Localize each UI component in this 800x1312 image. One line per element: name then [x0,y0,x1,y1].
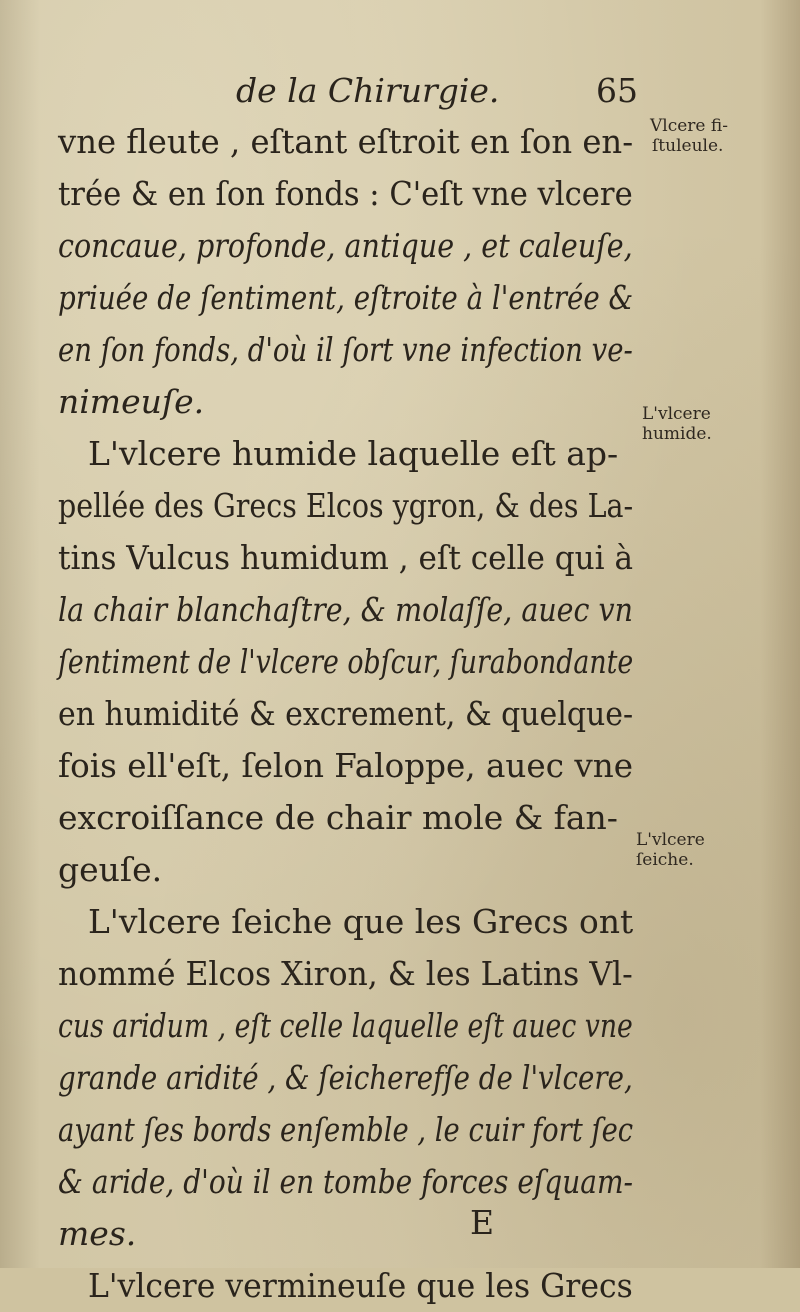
text-line: L'vlcere humide laquelle eſt ap- [88,434,619,473]
text-line: geuſe. [58,850,163,889]
text-line: nommé Elcos Xiron, & les Latins Vl- [58,954,633,993]
text-line: pellée des Grecs Elcos ygron, & des La- [58,486,634,525]
text-line: fois ell'eſt, ſelon Faloppe, auec vne [58,746,634,785]
text-line: trée & en ſon fonds : C'eſt vne vlcere [58,174,633,213]
margin-note-vlcere-seiche: L'vlcere ſeiche. [636,830,705,870]
text-line: la chair blanchaſtre, & molaſſe, auec vn [58,590,633,629]
body-text [58,116,633,1312]
page-number: 65 [596,71,638,110]
page-header [236,66,636,116]
margin-note-vlcere-fistuleule: Vlcere fi- ſtuleule. [650,116,728,156]
text-line: grande aridité , & ſeicherefſe de l'vlcere, [58,1058,633,1097]
text-line: en humidité & excrement, & quelque- [58,694,634,733]
text-line: vne fleute , eſtant eſtroit en ſon en- [58,122,634,161]
running-title: de la Chirurgie. [236,71,500,110]
text-line: mes. [58,1214,137,1253]
text-line: en ſon fonds, d'où il ſort vne infection ve- [58,330,633,369]
margin-note-vlcere-humide: L'vlcere humide. [642,404,712,444]
text-line: L'vlcere vermineuſe que les Grecs [88,1266,633,1305]
text-line: cus aridum , eſt celle laquelle eſt auec vne [58,1006,633,1045]
text-line: tins Vulcus humidum , eſt celle qui à [58,538,634,577]
text-line: excroiſſance de chair mole & fan- [58,798,618,837]
text-line: L'vlcere ſeiche que les Grecs ont [88,902,634,941]
text-line: ſentiment de l'vlcere obſcur, ſurabondante [58,642,634,681]
text-line: priuée de ſentiment, eſtroite à l'entrée & [58,278,634,317]
text-line: concaue, profonde, antique , et caleuſe, [58,226,633,265]
text-line: & aride, d'où il en tombe forces eſquam- [58,1162,634,1201]
text-line: nimeuſe. [58,382,205,421]
catchword: E [470,1203,495,1242]
text-line: ayant ſes bords enſemble , le cuir fort ſec [58,1110,634,1149]
